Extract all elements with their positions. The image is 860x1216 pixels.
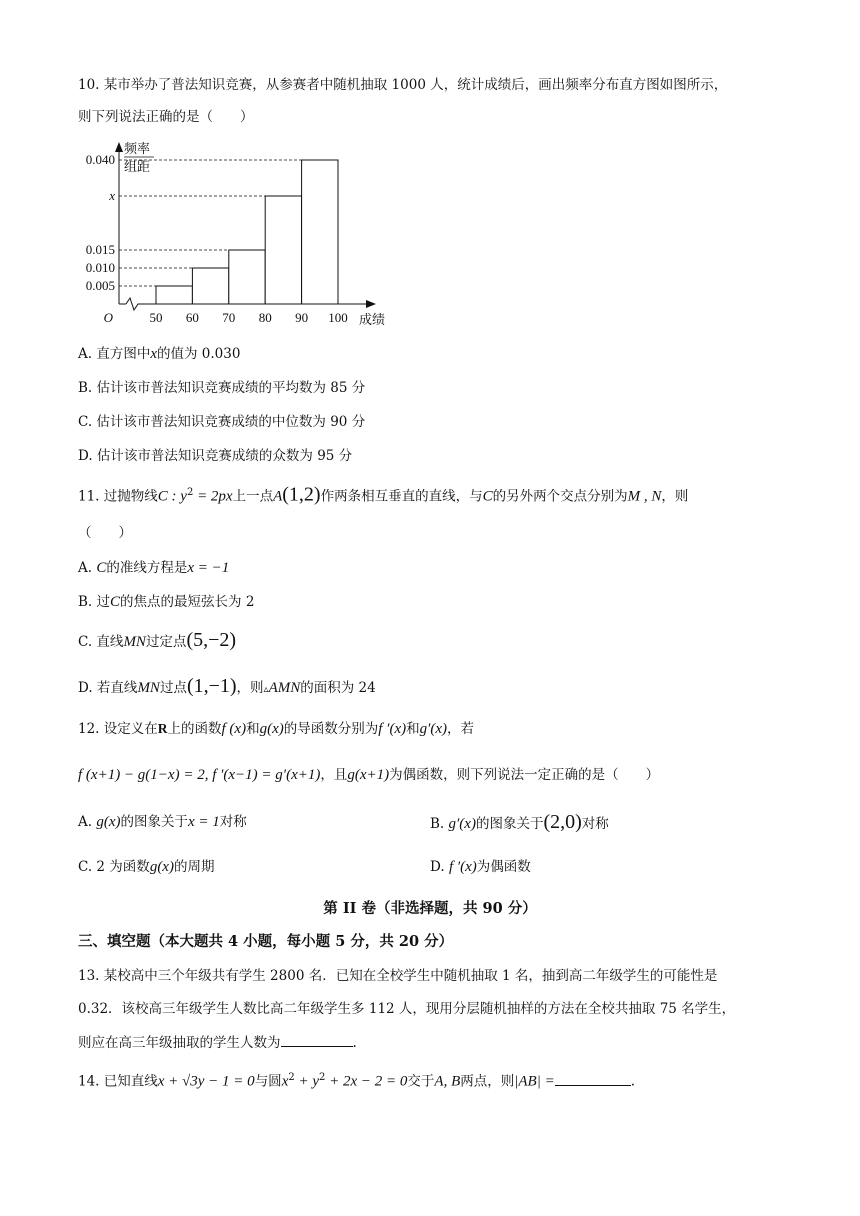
- q12-line1: [78, 719, 474, 739]
- q12-a-label: A.: [78, 814, 93, 830]
- q14-abs: |AB| =: [514, 1073, 555, 1090]
- q12-a-g: g(x): [96, 814, 121, 830]
- histogram-bar: [265, 196, 301, 304]
- q14-line: [78, 1068, 635, 1092]
- q11-d-mid: 过点: [159, 680, 187, 696]
- q11-eq-rest: = 2px: [193, 488, 233, 505]
- q12-option-b: [430, 812, 609, 834]
- q13-line2: 0.32．该校高三年级学生人数比高二年级学生多 112 人，现用分层随机抽样的方法在全校共抽取 75 名学生，: [78, 1001, 736, 1017]
- q14-circle-c: + 2x − 2 = 0: [325, 1073, 408, 1090]
- q11-point-coords: (1,2): [282, 483, 321, 506]
- q14-circle-b: + y: [294, 1073, 320, 1090]
- x-axis-label: 成绩: [359, 312, 386, 327]
- y-tick-label: 0.010: [85, 260, 115, 275]
- q12-b-point: (2,0): [543, 811, 582, 833]
- q12-a: 上的函数: [167, 721, 222, 737]
- q13-line3: [78, 1032, 357, 1053]
- q14-pre: 14. 已知直线: [78, 1073, 158, 1090]
- y-axis-arrow-icon: [115, 142, 123, 152]
- q14-end: .: [630, 1073, 635, 1090]
- q12-f: f (x): [221, 721, 247, 737]
- q12-c-post: 的周期: [173, 859, 215, 875]
- q12-b-text: 的图象关于: [475, 816, 544, 832]
- q11-d-amn: AMN: [268, 680, 301, 696]
- y-tick-label: x: [109, 188, 115, 203]
- q14-line-eq: x + √3y − 1 = 0: [157, 1073, 255, 1090]
- q13-line3-text: 则应在高三年级抽取的学生人数为: [78, 1035, 281, 1051]
- q12-line2: [78, 765, 659, 785]
- y-tick-label: 0.015: [85, 242, 115, 257]
- histogram-bar: [192, 268, 228, 304]
- histogram-bar: [156, 286, 192, 304]
- q14-sup2: 2: [319, 1072, 326, 1083]
- q11-curve: C : y: [157, 488, 187, 505]
- q12-option-c: [78, 857, 214, 877]
- q11-mn: M , N: [627, 488, 662, 505]
- q14-ab: A, B: [434, 1073, 461, 1090]
- q11-mid1: 上一点: [232, 488, 274, 505]
- frequency-histogram: [74, 138, 394, 338]
- q11-a-label: A.: [78, 560, 93, 576]
- q11-a-eq: x = −1: [187, 560, 230, 576]
- q12-and2: 和: [406, 721, 420, 737]
- q12-option-a: [78, 812, 247, 832]
- q11-option-d: [78, 676, 376, 700]
- q12-c-pre: C. 2 为函数: [78, 859, 150, 875]
- q14-mid2: 交于: [407, 1073, 435, 1090]
- q10-option-a-var: x: [150, 346, 158, 362]
- q11-d-mn: MN: [137, 680, 160, 696]
- q11-d-post: 的面积为 24: [300, 680, 376, 696]
- q11-d-pre: D. 若直线: [78, 680, 138, 696]
- y-tick-label: 0.040: [85, 152, 115, 167]
- q10-option-c: C. 估计该市普法知识竞赛成绩的中位数为 90 分: [78, 414, 366, 430]
- q14-sup1: 2: [288, 1072, 295, 1083]
- y-axis-label-top: 频率: [124, 141, 151, 156]
- q11-option-c: [78, 630, 236, 652]
- q11-c-mn: MN: [123, 634, 146, 650]
- q10-option-a-suffix: 的值为 0.030: [157, 346, 241, 362]
- q10-option-a-prefix: A. 直方图中: [78, 346, 151, 362]
- q13-answer-blank: [281, 1032, 353, 1047]
- triangle-icon: ▵: [263, 684, 269, 695]
- q12-pre: 12. 设定义在: [78, 721, 158, 737]
- q11-mid3: 的另外两个交点分别为: [492, 488, 628, 505]
- q11-exponent: 2: [186, 487, 194, 498]
- q12-b-end: 对称: [581, 816, 609, 832]
- x-tick-label: 80: [258, 310, 272, 325]
- q12-gp: g′(x): [419, 721, 448, 737]
- q11-c-mid: 过定点: [145, 634, 187, 650]
- q11-mid2: 作两条相互垂直的直线，与: [320, 488, 483, 505]
- q11-b-post: 的焦点的最短弦长为 2: [120, 594, 255, 610]
- q11-pre: 11. 过抛物线: [78, 488, 158, 505]
- q11-option-b: [78, 592, 254, 612]
- x-tick-label: 60: [185, 310, 199, 325]
- q12-a-eq: x = 1: [188, 814, 220, 830]
- x-tick-label: 90: [295, 310, 309, 325]
- q11-c: C: [482, 488, 493, 505]
- q12-equation: f (x+1) − g(1−x) = 2, f ′(x−1) = g′(x+1): [78, 767, 321, 783]
- q12-end: ，若: [447, 721, 475, 737]
- q14-answer-blank: [555, 1071, 631, 1086]
- q12-b: 的导函数分别为: [283, 721, 379, 737]
- q12-d-post: 为偶函数: [476, 859, 531, 875]
- q12-d-f: f ′(x): [448, 859, 477, 875]
- q12-post: 为偶函数，则下列说法一定正确的是（ ）: [389, 767, 660, 783]
- q11-paren: （ ）: [78, 525, 132, 541]
- q14-mid: 与圆: [254, 1073, 282, 1090]
- q10-stem-line2: 则下列说法正确的是（ ）: [78, 109, 254, 125]
- q11-a-c: C: [96, 560, 107, 576]
- y-tick-label: 0.005: [85, 278, 115, 293]
- q12-b-g: g′(x): [448, 816, 476, 832]
- q12-real-set: R: [157, 721, 168, 736]
- q12-b-label: B.: [430, 816, 445, 832]
- q12-d-label: D.: [430, 859, 445, 875]
- q11-point: A: [273, 488, 283, 505]
- q12-fp: f ′(x): [378, 721, 407, 737]
- q12-option-d: [430, 857, 531, 877]
- q11-end: ，则: [661, 488, 689, 505]
- q14-mid3: 两点，则: [460, 1073, 515, 1090]
- q13-line1: 13. 某校高中三个年级共有学生 2800 名．已知在全校学生中随机抽取 1 名，抽到高二年级学生的可能性是: [78, 968, 718, 984]
- q14-circle-a: x: [281, 1073, 289, 1090]
- histogram-bar: [302, 160, 338, 304]
- histogram-bar: [229, 250, 265, 304]
- q11-stem: [78, 483, 688, 507]
- q13-line3-end: .: [352, 1035, 357, 1051]
- q10-option-b: B. 估计该市普法知识竞赛成绩的平均数为 85 分: [78, 380, 366, 396]
- q12-a-text: 的图象关于: [120, 814, 188, 830]
- q11-d-point: (1,−1): [186, 675, 237, 697]
- q12-a-end: 对称: [219, 814, 247, 830]
- q11-d-mid2: ，则: [236, 680, 264, 696]
- q12-g-shift: g(x+1): [347, 767, 390, 783]
- q12-and1: 和: [246, 721, 260, 737]
- q12-c-g: g(x): [149, 859, 174, 875]
- part2-title: 第 II 卷（非选择题，共 90 分）: [323, 900, 537, 917]
- x-axis-arrow-icon: [366, 300, 376, 308]
- axis-break-icon: [126, 298, 156, 310]
- q10-option-a: [78, 344, 240, 364]
- x-tick-label: 70: [222, 310, 236, 325]
- q11-b-c: C: [110, 594, 121, 610]
- q11-c-point: (5,−2): [186, 629, 237, 651]
- x-tick-label: 50: [149, 310, 163, 325]
- section3-heading: 三、填空题（本大题共 4 小题，每小题 5 分，共 20 分）: [78, 933, 454, 950]
- q11-b-pre: B. 过: [78, 594, 111, 610]
- q11-c-pre: C. 直线: [78, 634, 124, 650]
- q10-option-d: D. 估计该市普法知识竞赛成绩的众数为 95 分: [78, 448, 353, 464]
- q12-mid: ，且: [320, 767, 348, 783]
- q12-g: g(x): [259, 721, 284, 737]
- y-axis-label-bottom: 组距: [124, 159, 151, 174]
- x-tick-label: 100: [328, 310, 348, 325]
- q11-option-a: [78, 558, 229, 578]
- origin-label: O: [103, 310, 113, 325]
- q10-stem-line1: 10. 某市举办了普法知识竞赛，从参赛者中随机抽取 1000 人，统计成绩后，画出频率分布直方图如图所示，: [78, 77, 728, 93]
- q11-a-text: 的准线方程是: [106, 560, 188, 576]
